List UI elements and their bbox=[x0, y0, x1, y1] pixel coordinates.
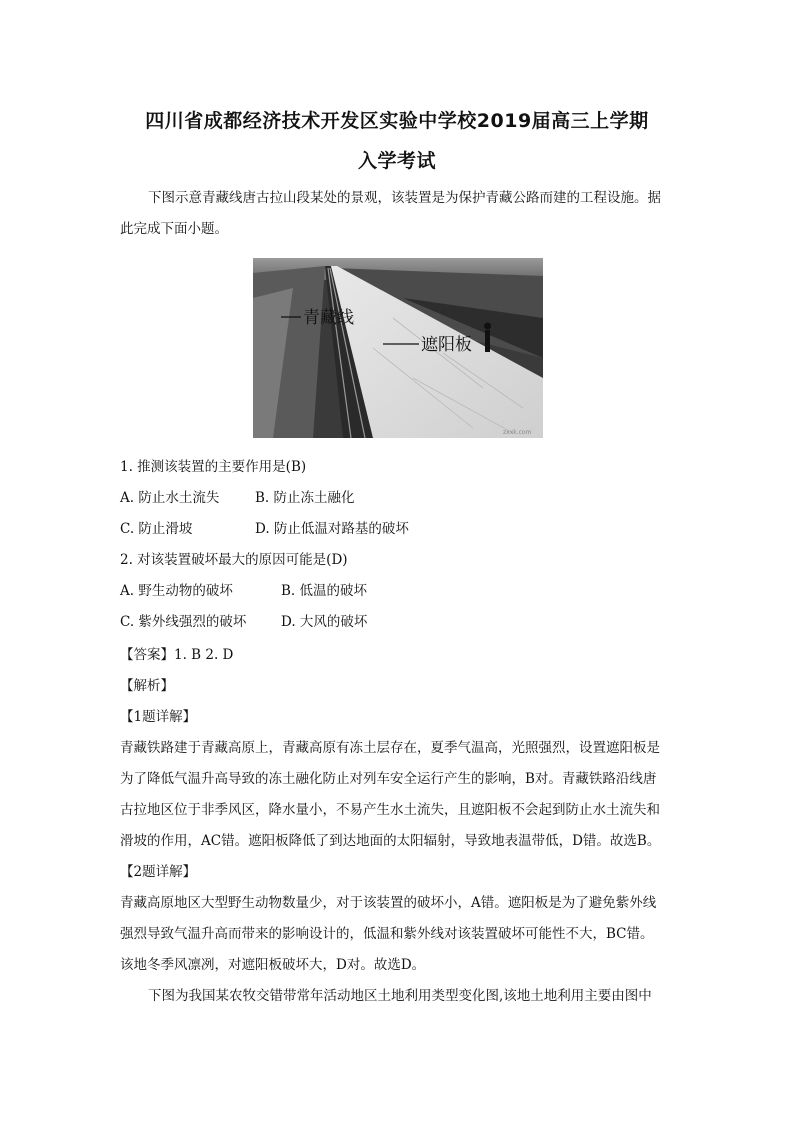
question-2-stem: 2. 对该装置破坏最大的原因可能是(D) bbox=[120, 552, 348, 568]
next-question-intro: 下图为我国某农牧交错带常年活动地区土地利用类型变化图,该地土地利用主要由图中 bbox=[148, 988, 652, 1004]
document-title-line1: 四川省成都经济技术开发区实验中学校2019届高三上学期 bbox=[145, 110, 649, 132]
document-title-line2: 入学考试 bbox=[357, 150, 436, 172]
detail-1-line: 滑坡的作用，AC错。遮阳板降低了到达地面的太阳辐射，导致地表温带低，D错。故选B。 bbox=[120, 833, 661, 849]
detail-1-line: 古拉地区位于非季风区，降水量小，不易产生水土流失，且遮阳板不会起到防止水土流失和 bbox=[120, 802, 660, 818]
question-1-option-c: C. 防止滑坡 bbox=[120, 521, 193, 537]
intro-text-line1: 下图示意青藏线唐古拉山段某处的景观，该装置是为保护青藏公路而建的工程设施。据 bbox=[148, 190, 661, 206]
detail-1-line: 为了降低气温升高导致的冻土融化防止对列车安全运行产生的影响，B对。青藏铁路沿线唐 bbox=[120, 771, 657, 787]
question-2-option-c: C. 紫外线强烈的破坏 bbox=[120, 614, 247, 630]
railway-shade-photo bbox=[253, 258, 543, 438]
question-2-option-a: A. 野生动物的破坏 bbox=[120, 583, 233, 599]
detail-2-line: 青藏高原地区大型野生动物数量少，对于该装置的破坏小，A错。遮阳板是为了避免紫外线 bbox=[120, 895, 657, 911]
intro-text-line2: 此完成下面小题。 bbox=[120, 221, 228, 237]
question-2-option-d: D. 大风的破坏 bbox=[281, 614, 368, 630]
question-1-option-d: D. 防止低温对路基的破坏 bbox=[255, 521, 409, 537]
detail-1-heading: 【1题详解】 bbox=[120, 709, 197, 725]
question-2-option-b: B. 低温的破坏 bbox=[281, 583, 368, 599]
analysis-heading: 【解析】 bbox=[120, 678, 174, 694]
answer-line: 【答案】1. B 2. D bbox=[120, 647, 234, 663]
detail-1-line: 青藏铁路建于青藏高原上，青藏高原有冻土层存在，夏季气温高，光照强烈，设置遮阳板是 bbox=[120, 740, 660, 756]
detail-2-line: 该地冬季风凛冽，对遮阳板破坏大，D对。故选D。 bbox=[120, 957, 426, 973]
question-1-option-a: A. 防止水土流失 bbox=[120, 490, 220, 506]
railway-label: 青藏线 bbox=[303, 308, 354, 328]
question-1-stem: 1. 推测该装置的主要作用是(B) bbox=[120, 459, 307, 475]
question-1-option-b: B. 防止冻土融化 bbox=[255, 490, 355, 506]
shade-board-label: 遮阳板 bbox=[421, 335, 472, 355]
photo-watermark: zxxk.com bbox=[503, 429, 532, 436]
detail-2-heading: 【2题详解】 bbox=[120, 864, 197, 880]
detail-2-line: 强烈导致气温升高而带来的影响设计的，低温和紫外线对该装置破坏可能性不大，BC错。 bbox=[120, 926, 654, 942]
